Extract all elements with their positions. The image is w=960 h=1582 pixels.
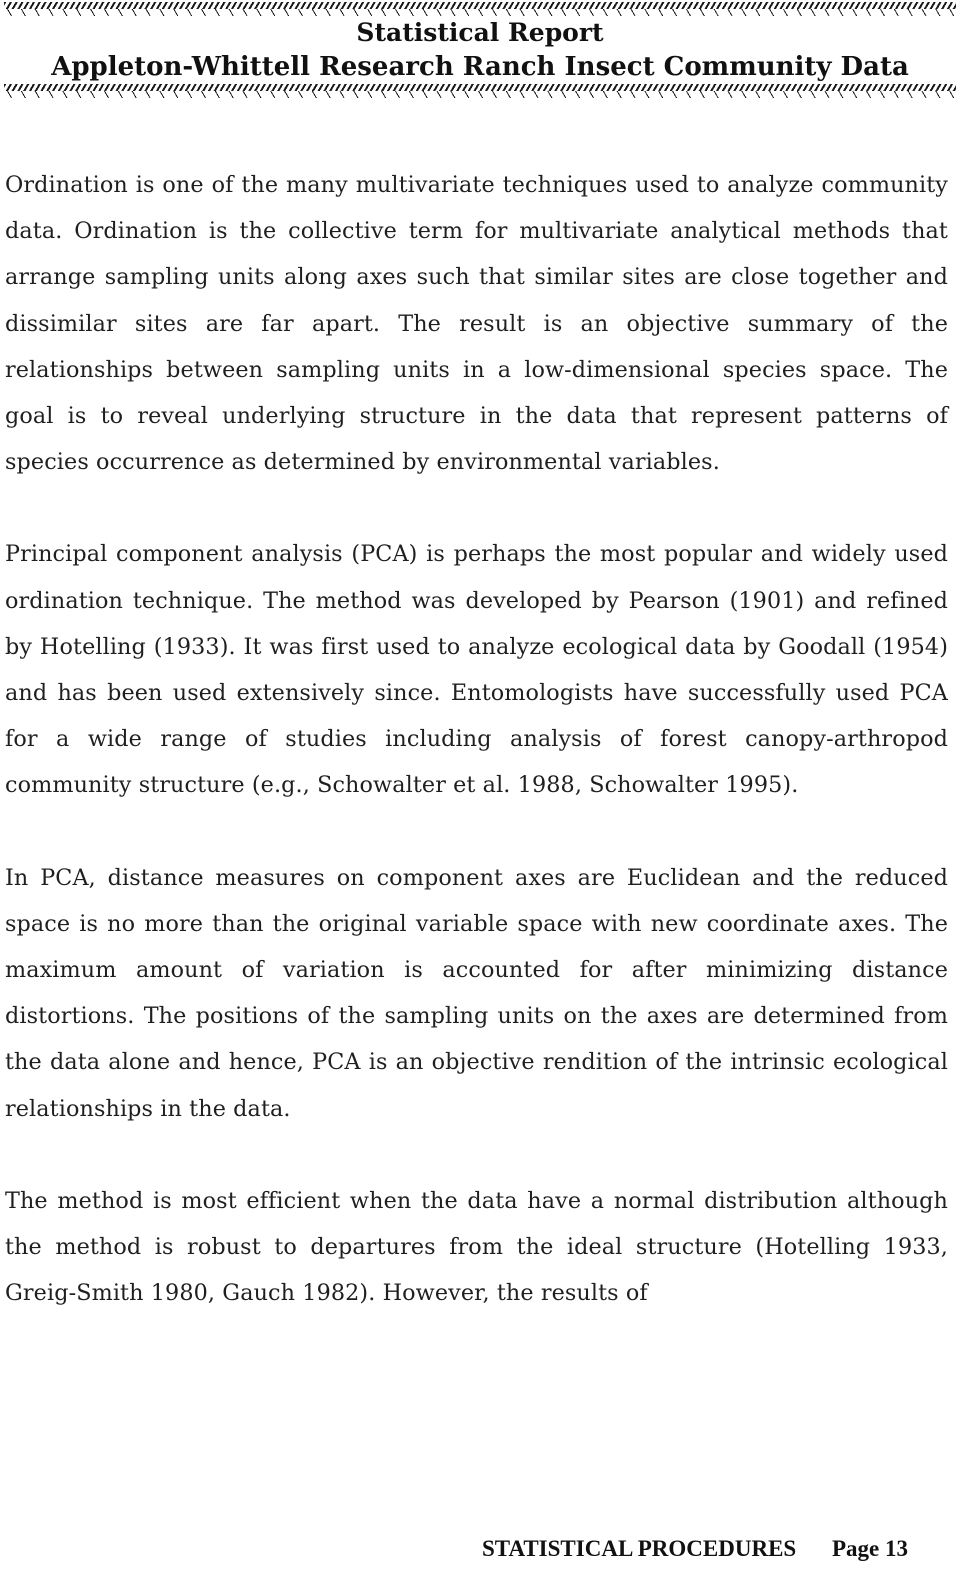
report-header [0,0,960,98]
paragraph-pca-history: Principal component analysis (PCA) is perhaps the most popular and widely used ordination technique. The method was developed by Pearson (1901) and refined by Hotelling (1933). It was first used to analyze ecological data by Goodall (1954) and has been used extensively since. Entomologists have successfully used PCA for a wide range of studies including analysis of forest canopy-arthropod community structure (e.g., Schowalter et al. 1988, Schowalter 1995). [5,541,948,799]
page-number: Page 13 [831,1536,908,1561]
decorative-border-top [4,2,956,16]
paragraph-pca-efficiency: The method is most efficient when the data have a normal distribution although the method is robust to departures from the ideal structure (Hotelling 1933, Greig-Smith 1980, Gauch 1982). However, the results of [5,1187,948,1307]
body-text [5,162,948,1316]
paragraph-ordination: Ordination is one of the many multivariate techniques used to analyze community data. Ordination is the collective term for multivariate analytical methods that arrange sampling units along axes such that similar sites are close together and dissimilar sites are far apart. The result is an objective summary of the relationships between sampling units in a low-dimensional species space. The goal is to reveal underlying structure in the data that represent patterns of species occurrence as determined by environmental variables. [5,172,948,476]
page-footer [482,1536,908,1562]
decorative-border-bottom [4,84,956,98]
paragraph-pca-distance: In PCA, distance measures on component axes are Euclidean and the reduced space is no more than the original variable space with new coordinate axes. The maximum amount of variation is accounted for after minimizing distance distortions. The positions of the sampling units on the axes are determined from the data alone and hence, PCA is an objective rendition of the intrinsic ecological relationships in the data. [5,864,948,1122]
report-title: Statistical Report [356,18,604,47]
report-subtitle: Appleton-Whittell Research Ranch Insect Community Data [51,52,909,82]
footer-section-label: STATISTICAL PROCEDURES [482,1536,797,1561]
